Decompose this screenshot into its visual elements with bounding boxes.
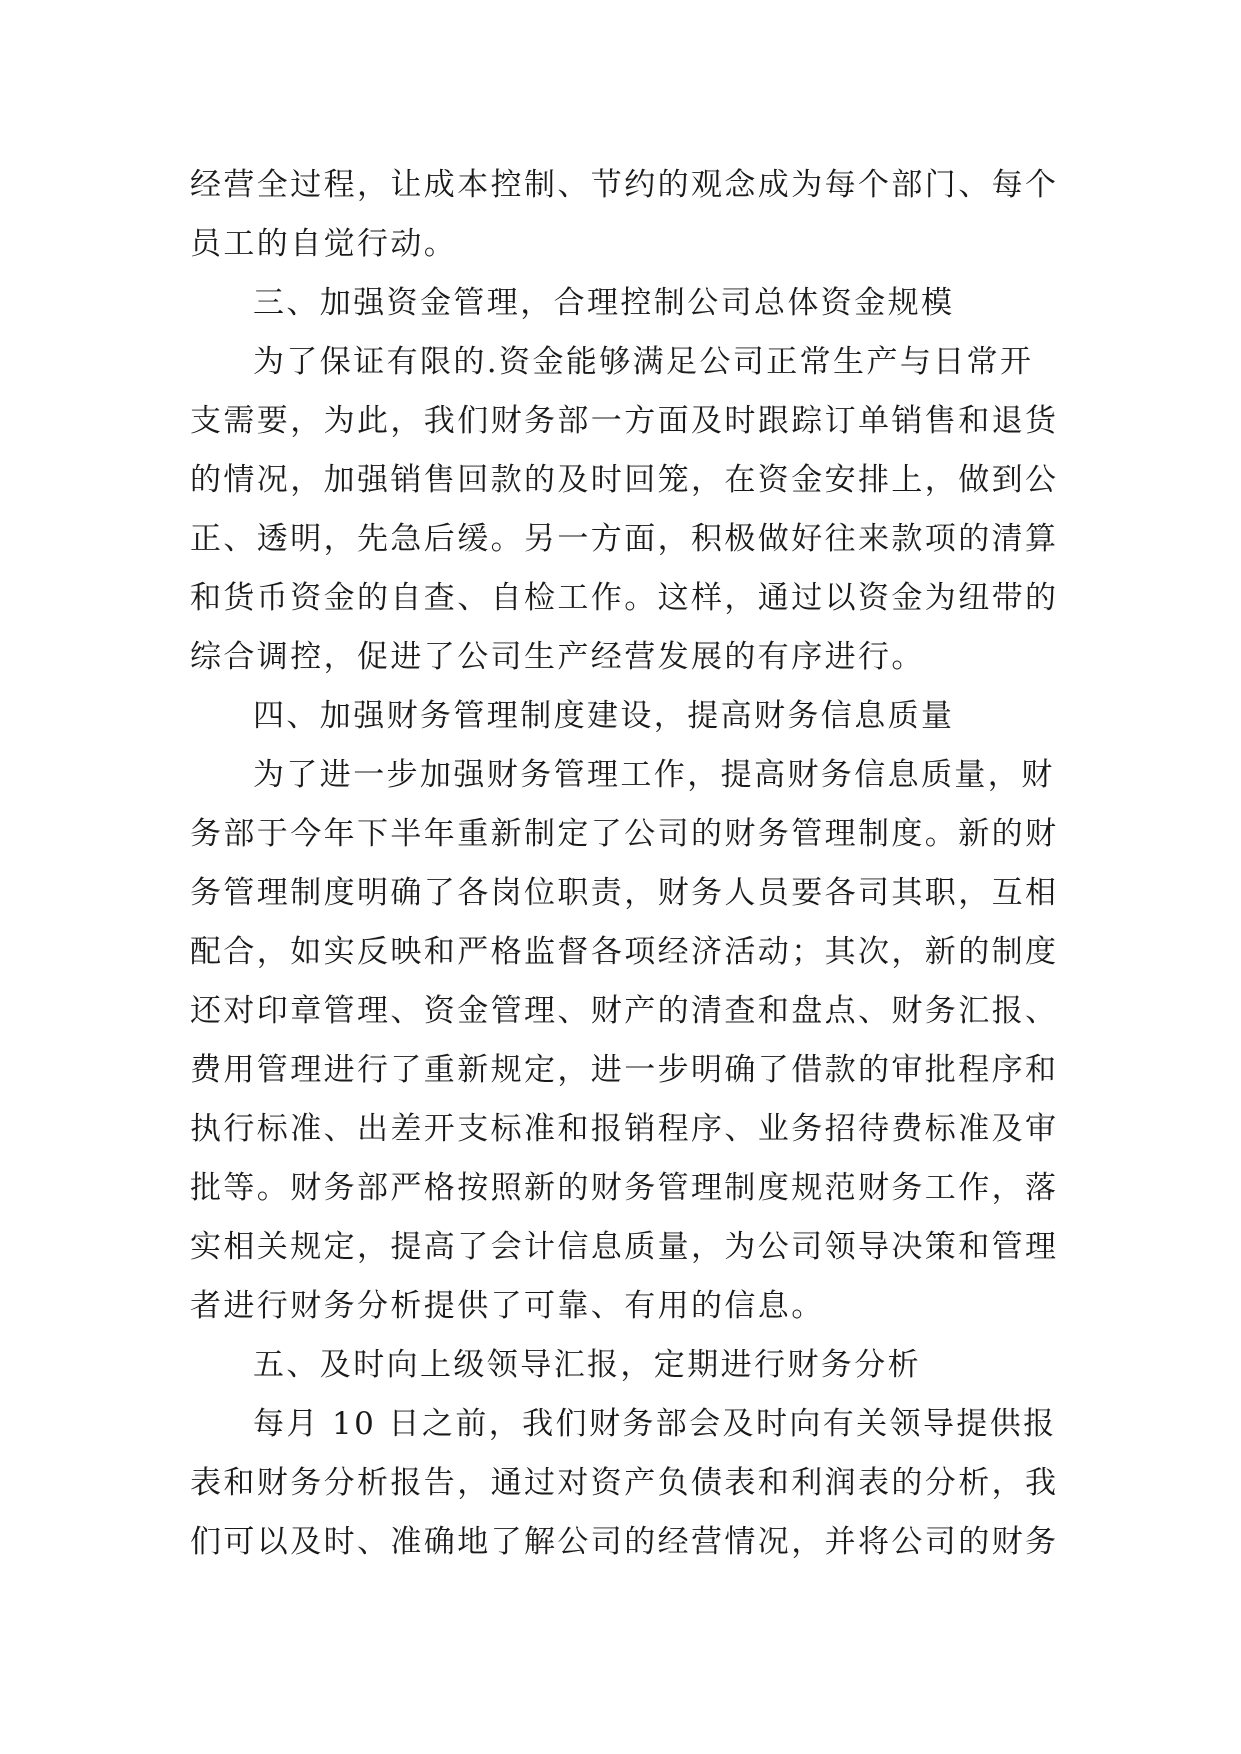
body-text-line: 费用管理进行了重新规定，进一步明确了借款的审批程序和 — [190, 1052, 1059, 1088]
body-text-line: 们可以及时、准确地了解公司的经营情况，并将公司的财务 — [190, 1524, 1059, 1560]
body-text-line: 的情况，加强销售回款的及时回笼，在资金安排上，做到公 — [190, 462, 1059, 498]
body-text-line: 务管理制度明确了各岗位职责，财务人员要各司其职，互相 — [190, 875, 1059, 911]
body-text-line: 配合，如实反映和严格监督各项经济活动；其次，新的制度 — [190, 934, 1059, 970]
body-text-line: 综合调控，促进了公司生产经营发展的有序进行。 — [190, 639, 925, 675]
body-text-line: 批等。财务部严格按照新的财务管理制度规范财务工作，落 — [190, 1170, 1059, 1206]
body-text-line: 员工的自觉行动。 — [190, 226, 458, 262]
body-text-line: 务部于今年下半年重新制定了公司的财务管理制度。新的财 — [190, 816, 1059, 852]
body-text-line: 执行标准、出差开支标准和报销程序、业务招待费标准及审 — [190, 1111, 1059, 1147]
body-text-line: 为了保证有限的.资金能够满足公司正常生产与日常开 — [253, 344, 1034, 380]
section-heading: 三、加强资金管理，合理控制公司总体资金规模 — [253, 285, 955, 321]
body-text-line: 者进行财务分析提供了可靠、有用的信息。 — [190, 1288, 825, 1324]
body-text-line: 还对印章管理、资金管理、财产的清查和盘点、财务汇报、 — [190, 993, 1059, 1029]
body-text-line: 支需要，为此，我们财务部一方面及时跟踪订单销售和退货 — [190, 403, 1059, 439]
body-text-line: 为了进一步加强财务管理工作，提高财务信息质量，财 — [253, 757, 1055, 793]
section-heading: 四、加强财务管理制度建设，提高财务信息质量 — [253, 698, 955, 734]
body-text-line: 表和财务分析报告，通过对资产负债表和利润表的分析，我 — [190, 1465, 1059, 1501]
body-text-line: 和货币资金的自查、自检工作。这样，通过以资金为纽带的 — [190, 580, 1059, 616]
body-text-line: 正、透明，先急后缓。另一方面，积极做好往来款项的清算 — [190, 521, 1059, 557]
body-text-line: 经营全过程，让成本控制、节约的观念成为每个部门、每个 — [190, 167, 1059, 203]
body-text-line: 实相关规定，提高了会计信息质量，为公司领导决策和管理 — [190, 1229, 1059, 1265]
section-heading: 五、及时向上级领导汇报，定期进行财务分析 — [253, 1347, 921, 1383]
body-text-line: 每月 10 日之前，我们财务部会及时向有关领导提供报 — [253, 1406, 1057, 1442]
